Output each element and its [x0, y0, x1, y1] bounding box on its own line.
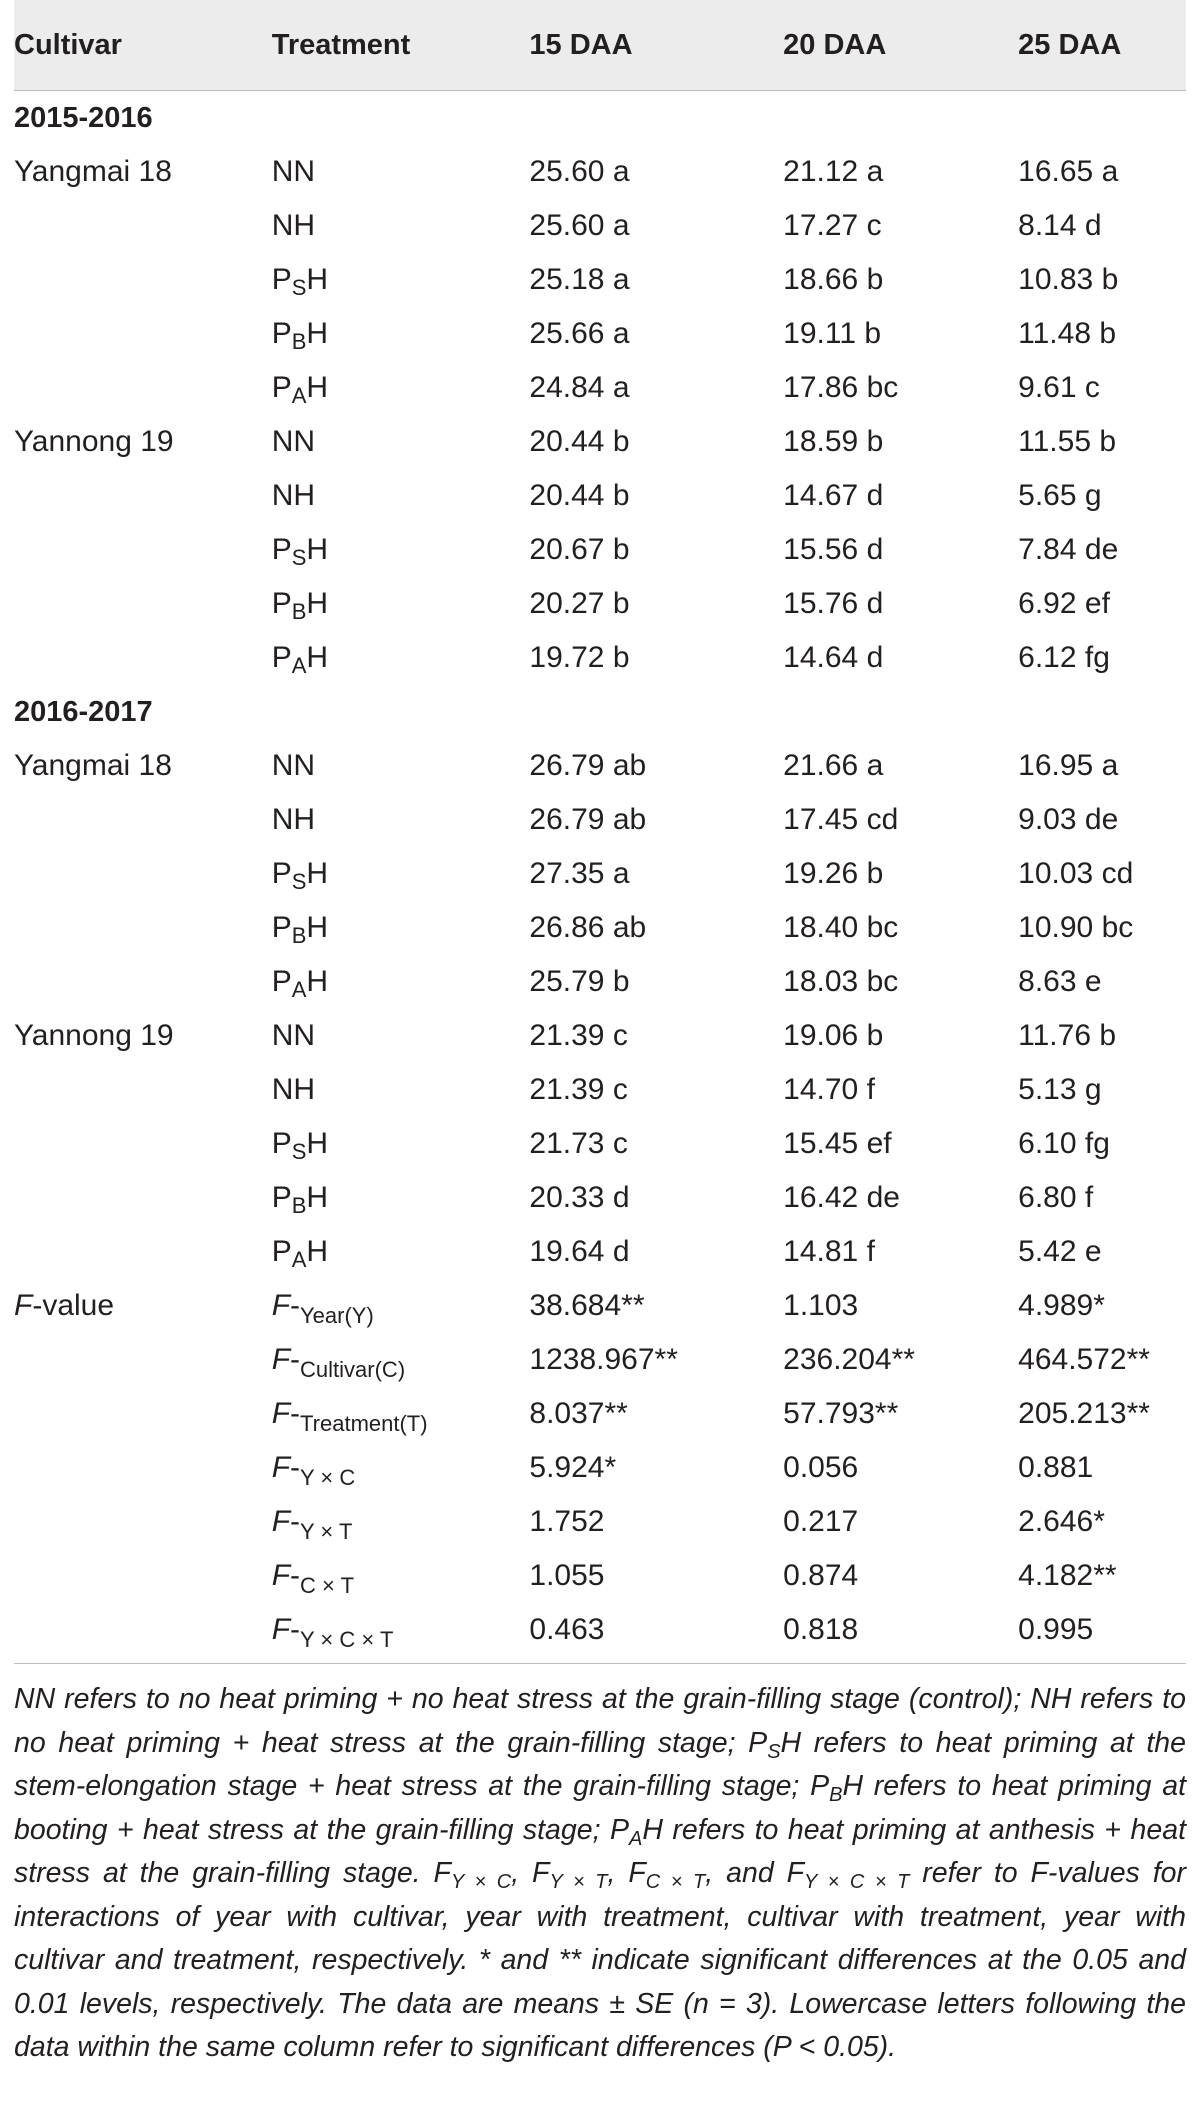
value-25daa: 6.80 f [1018, 1181, 1094, 1214]
fvalue-term [271, 1451, 530, 1490]
treatment-main: P [271, 263, 292, 296]
header-20daa: 20 DAA [783, 28, 887, 61]
treatment-cell [272, 209, 530, 243]
treatment-sub: B [291, 923, 307, 948]
fvalue-term-dash: - [290, 1613, 301, 1646]
treatment-sub: S [291, 545, 307, 570]
treatment-cell [271, 1127, 530, 1164]
table-body [14, 91, 1186, 1657]
fvalue-20daa: 1.103 [783, 1289, 859, 1322]
fvalue-term-sub: Cultivar(C) [300, 1357, 406, 1382]
value-25daa: 10.03 cd [1018, 857, 1134, 890]
treatment-main: P [271, 587, 292, 620]
treatment-main: P [271, 371, 292, 404]
value-20daa: 15.76 d [783, 587, 884, 620]
note-text-2: H refers to heat priming at the stem-elongation stage + heat stress at the grain-filling stage; P [14, 1726, 1186, 1802]
fvalue-term [271, 1505, 530, 1544]
fvalue-15daa: 1.752 [529, 1505, 605, 1538]
note-text-8: refer to F-values for interactions of year with cultivar, year with treatment, cultivar with treatment, year with cultivar and treatment, respectively. * and ** indicate significant differences at the 0.05 and 0.01 levels, respectively. The data are means ± SE (n = 3). Lowercase letters following the data within the same column refer to significant differences (P < 0.05). [14, 1857, 1187, 2063]
note-text-7: , and F [705, 1857, 805, 1889]
treatment-main: P [271, 857, 292, 890]
value-25daa: 8.14 d [1018, 209, 1102, 242]
fvalue-row [14, 1279, 1186, 1333]
value-20daa: 18.66 b [783, 263, 884, 296]
value-25daa: 11.76 b [1018, 1019, 1117, 1052]
fvalue-25daa: 2.646* [1018, 1505, 1105, 1538]
note-sub-yct: Y × C × T [804, 1871, 910, 1893]
cultivar-cell: Yannong 19 [14, 425, 174, 458]
value-25daa: 5.42 e [1018, 1235, 1102, 1268]
fvalue-15daa: 1.055 [529, 1559, 605, 1592]
treatment-cell [272, 479, 530, 513]
value-25daa: 9.61 c [1018, 371, 1100, 404]
table-row [14, 469, 1186, 523]
treatment-cell [272, 749, 530, 783]
fvalue-term-f: F [271, 1559, 291, 1592]
treatment-sub: B [291, 1193, 307, 1218]
treatment-end: H [306, 1235, 329, 1268]
note-sub-1: S [767, 1740, 781, 1763]
value-15daa: 20.27 b [529, 587, 630, 620]
treatment-main: P [271, 1181, 292, 1214]
value-15daa: 20.67 b [529, 533, 630, 566]
treatment-end: H [306, 641, 329, 674]
table-row [14, 1117, 1186, 1171]
value-20daa: 14.81 f [783, 1235, 875, 1268]
treatment-cell [272, 1073, 530, 1107]
treatment-sub: A [291, 653, 307, 678]
fvalue-term-dash: - [290, 1289, 301, 1322]
fvalue-label-rest: -value [32, 1289, 115, 1322]
fvalue-25daa: 4.989* [1018, 1289, 1105, 1322]
value-25daa: 5.65 g [1018, 479, 1102, 512]
fvalue-term-sub: Y × C × T [300, 1627, 394, 1652]
table-row [14, 361, 1186, 415]
fvalue-15daa: 38.684** [529, 1289, 645, 1322]
fvalue-term-sub: C × T [300, 1573, 355, 1598]
value-20daa: 17.86 bc [783, 371, 899, 404]
fvalue-row [14, 1549, 1186, 1603]
value-15daa: 25.18 a [529, 263, 630, 296]
table-row [14, 199, 1186, 253]
value-20daa: 14.64 d [783, 641, 884, 674]
fvalue-25daa: 0.881 [1018, 1451, 1094, 1484]
note-sub-ct: C × T [645, 1871, 706, 1893]
table-row [14, 145, 1186, 199]
treatment-main: NH [271, 803, 316, 836]
year-row [14, 685, 1186, 739]
value-25daa: 10.83 b [1018, 263, 1119, 296]
header-15daa: 15 DAA [529, 28, 633, 61]
table-row [14, 631, 1186, 685]
note-text-4: H refers to heat priming at anthesis + heat stress at the grain-filling stage. F [14, 1813, 1186, 1889]
table-row [14, 955, 1186, 1009]
fvalue-15daa: 1238.967** [529, 1343, 678, 1376]
table-row [14, 523, 1186, 577]
treatment-cell [271, 857, 530, 894]
fvalue-term-f: F [271, 1397, 291, 1430]
fvalue-term-dash: - [290, 1505, 301, 1538]
fvalue-20daa: 0.217 [783, 1505, 859, 1538]
table-row [14, 1225, 1186, 1279]
treatment-end: H [306, 1181, 329, 1214]
value-20daa: 17.45 cd [783, 803, 899, 836]
fvalue-20daa: 0.818 [783, 1613, 859, 1646]
value-15daa: 27.35 a [529, 857, 630, 890]
treatment-end: H [306, 911, 329, 944]
header-cultivar: Cultivar [14, 28, 122, 61]
value-15daa: 25.66 a [529, 317, 630, 350]
note-sub-yc: Y × C [450, 1871, 512, 1893]
treatment-cell [272, 425, 530, 459]
value-20daa: 18.40 bc [783, 911, 899, 944]
treatment-cell [271, 1235, 530, 1272]
fvalue-25daa: 464.572** [1018, 1343, 1150, 1376]
treatment-cell [271, 263, 530, 300]
table-row [14, 739, 1186, 793]
value-15daa: 25.79 b [529, 965, 630, 998]
value-20daa: 16.42 de [783, 1181, 900, 1214]
treatment-sub: S [291, 275, 307, 300]
cultivar-cell: Yannong 19 [14, 1019, 174, 1052]
value-15daa: 20.33 d [529, 1181, 630, 1214]
treatment-sub: S [291, 1139, 307, 1164]
treatment-main: P [271, 911, 292, 944]
treatment-cell [272, 155, 530, 189]
note-text-5: , F [511, 1857, 550, 1889]
fvalue-20daa: 57.793** [783, 1397, 899, 1430]
value-25daa: 5.13 g [1018, 1073, 1102, 1106]
treatment-main: P [271, 1235, 292, 1268]
table-row [14, 847, 1186, 901]
fvalue-term-sub: Treatment(T) [300, 1411, 428, 1436]
fvalue-label-f: F [14, 1289, 33, 1322]
table-footnote [14, 1664, 1186, 2070]
table-row [14, 1171, 1186, 1225]
value-25daa: 11.48 b [1018, 317, 1117, 350]
treatment-sub: A [291, 1247, 307, 1272]
fvalue-term [271, 1397, 530, 1436]
treatment-main: NN [271, 749, 316, 782]
treatment-cell [271, 641, 530, 678]
value-15daa: 25.60 a [529, 209, 630, 242]
cultivar-cell: Yangmai 18 [14, 155, 172, 188]
fvalue-25daa: 205.213** [1018, 1397, 1150, 1430]
value-15daa: 24.84 a [529, 371, 630, 404]
fvalue-25daa: 0.995 [1018, 1613, 1094, 1646]
value-15daa: 21.39 c [529, 1019, 628, 1052]
treatment-sub: S [291, 869, 307, 894]
table-row [14, 253, 1186, 307]
fvalue-term [271, 1559, 530, 1598]
treatment-main: P [271, 1127, 292, 1160]
table-row [14, 901, 1186, 955]
value-20daa: 18.03 bc [783, 965, 899, 998]
fvalue-term-f: F [271, 1505, 291, 1538]
fvalue-20daa: 0.056 [783, 1451, 859, 1484]
value-25daa: 6.10 fg [1018, 1127, 1110, 1160]
year-label: 2016-2017 [14, 695, 153, 728]
fvalue-20daa: 0.874 [783, 1559, 859, 1592]
treatment-main: NH [271, 1073, 316, 1106]
treatment-end: H [306, 587, 329, 620]
value-25daa: 6.92 ef [1018, 587, 1110, 620]
treatment-sub: B [291, 329, 307, 354]
table-header [14, 0, 1186, 91]
fvalue-term-dash: - [290, 1397, 301, 1430]
value-25daa: 7.84 de [1018, 533, 1119, 566]
table-row [14, 793, 1186, 847]
value-15daa: 21.73 c [529, 1127, 628, 1160]
fvalue-term-sub: Year(Y) [300, 1303, 374, 1328]
treatment-main: P [271, 965, 292, 998]
fvalue-25daa: 4.182** [1018, 1559, 1117, 1592]
value-20daa: 21.12 a [783, 155, 884, 188]
value-15daa: 26.79 ab [529, 803, 647, 836]
header-25daa: 25 DAA [1018, 28, 1122, 61]
treatment-cell [271, 533, 530, 570]
fvalue-row [14, 1333, 1186, 1387]
year-row [14, 91, 1186, 145]
fvalue-row [14, 1441, 1186, 1495]
note-sub-3: A [628, 1827, 643, 1850]
header-treatment: Treatment [271, 28, 411, 61]
fvalue-term-f: F [271, 1343, 291, 1376]
value-15daa: 20.44 b [529, 479, 630, 512]
value-25daa: 11.55 b [1018, 425, 1117, 458]
fvalue-20daa: 236.204** [783, 1343, 915, 1376]
value-20daa: 19.11 b [783, 317, 882, 350]
fvalue-15daa: 0.463 [529, 1613, 605, 1646]
fvalue-term-dash: - [290, 1559, 301, 1592]
note-text-3: H refers to heat priming at booting + heat stress at the grain-filling stage; P [14, 1770, 1186, 1846]
value-15daa: 19.64 d [529, 1235, 630, 1268]
cultivar-cell: Yangmai 18 [14, 749, 172, 782]
treatment-main: NN [271, 425, 316, 458]
note-sub-yt: Y × T [549, 1871, 608, 1893]
table-row [14, 577, 1186, 631]
treatment-end: H [306, 371, 329, 404]
table-row [14, 415, 1186, 469]
fvalue-term [271, 1343, 530, 1382]
fvalue-term [271, 1289, 530, 1328]
fvalue-term-f: F [271, 1289, 291, 1322]
treatment-end: H [306, 317, 329, 350]
fvalue-label [14, 1289, 272, 1323]
value-15daa: 25.60 a [529, 155, 630, 188]
value-15daa: 20.44 b [529, 425, 630, 458]
value-20daa: 21.66 a [783, 749, 884, 782]
fvalue-term-dash: - [290, 1451, 301, 1484]
table-row [14, 1009, 1186, 1063]
treatment-cell [271, 587, 530, 624]
treatment-end: H [306, 965, 329, 998]
fvalue-row [14, 1603, 1186, 1657]
treatment-end: H [306, 857, 329, 890]
value-15daa: 26.79 ab [529, 749, 647, 782]
value-25daa: 16.65 a [1018, 155, 1119, 188]
treatment-cell [272, 1019, 530, 1053]
fvalue-term [271, 1613, 530, 1652]
treatment-main: NH [271, 209, 316, 242]
treatment-main: NN [271, 155, 316, 188]
note-text-6: , F [607, 1857, 646, 1889]
fvalue-row [14, 1387, 1186, 1441]
value-25daa: 8.63 e [1018, 965, 1102, 998]
treatment-main: NN [271, 1019, 316, 1052]
value-20daa: 15.45 ef [783, 1127, 892, 1160]
value-20daa: 19.26 b [783, 857, 884, 890]
value-25daa: 9.03 de [1018, 803, 1119, 836]
treatment-main: NH [271, 479, 316, 512]
treatment-main: P [271, 533, 292, 566]
value-15daa: 19.72 b [529, 641, 630, 674]
value-25daa: 16.95 a [1018, 749, 1119, 782]
value-20daa: 18.59 b [783, 425, 884, 458]
treatment-sub: A [291, 977, 307, 1002]
fvalue-term-f: F [271, 1613, 291, 1646]
value-15daa: 21.39 c [529, 1073, 628, 1106]
value-15daa: 26.86 ab [529, 911, 647, 944]
treatment-cell [271, 371, 530, 408]
fvalue-term-dash: - [290, 1343, 301, 1376]
fvalue-term-f: F [271, 1451, 291, 1484]
treatment-main: P [271, 317, 292, 350]
value-20daa: 14.70 f [783, 1073, 875, 1106]
table-row [14, 1063, 1186, 1117]
treatment-end: H [306, 263, 329, 296]
treatment-end: H [306, 1127, 329, 1160]
value-25daa: 10.90 bc [1018, 911, 1134, 944]
treatment-cell [271, 1181, 530, 1218]
value-25daa: 6.12 fg [1018, 641, 1110, 674]
treatment-end: H [306, 533, 329, 566]
year-label: 2015-2016 [14, 101, 153, 134]
table-row [14, 307, 1186, 361]
fvalue-15daa: 5.924* [529, 1451, 617, 1484]
treatment-cell [271, 317, 530, 354]
note-sub-2: B [829, 1784, 843, 1806]
value-20daa: 15.56 d [783, 533, 884, 566]
fvalue-term-sub: Y × T [300, 1519, 353, 1544]
treatment-sub: B [291, 599, 307, 624]
treatment-sub: A [291, 383, 307, 408]
treatment-cell [271, 965, 530, 1002]
value-20daa: 17.27 c [783, 209, 882, 242]
fvalue-15daa: 8.037** [529, 1397, 628, 1430]
note-text-1: NN refers to no heat priming + no heat stress at the grain-filling stage (control); NH refers to no heat priming + heat stress at the grain-filling stage; P [14, 1683, 1186, 1759]
value-20daa: 19.06 b [783, 1019, 884, 1052]
fvalue-term-sub: Y × C [300, 1465, 356, 1490]
fvalue-row [14, 1495, 1186, 1549]
treatment-main: P [271, 641, 292, 674]
treatment-cell [272, 803, 530, 837]
treatment-cell [271, 911, 530, 948]
value-20daa: 14.67 d [783, 479, 884, 512]
